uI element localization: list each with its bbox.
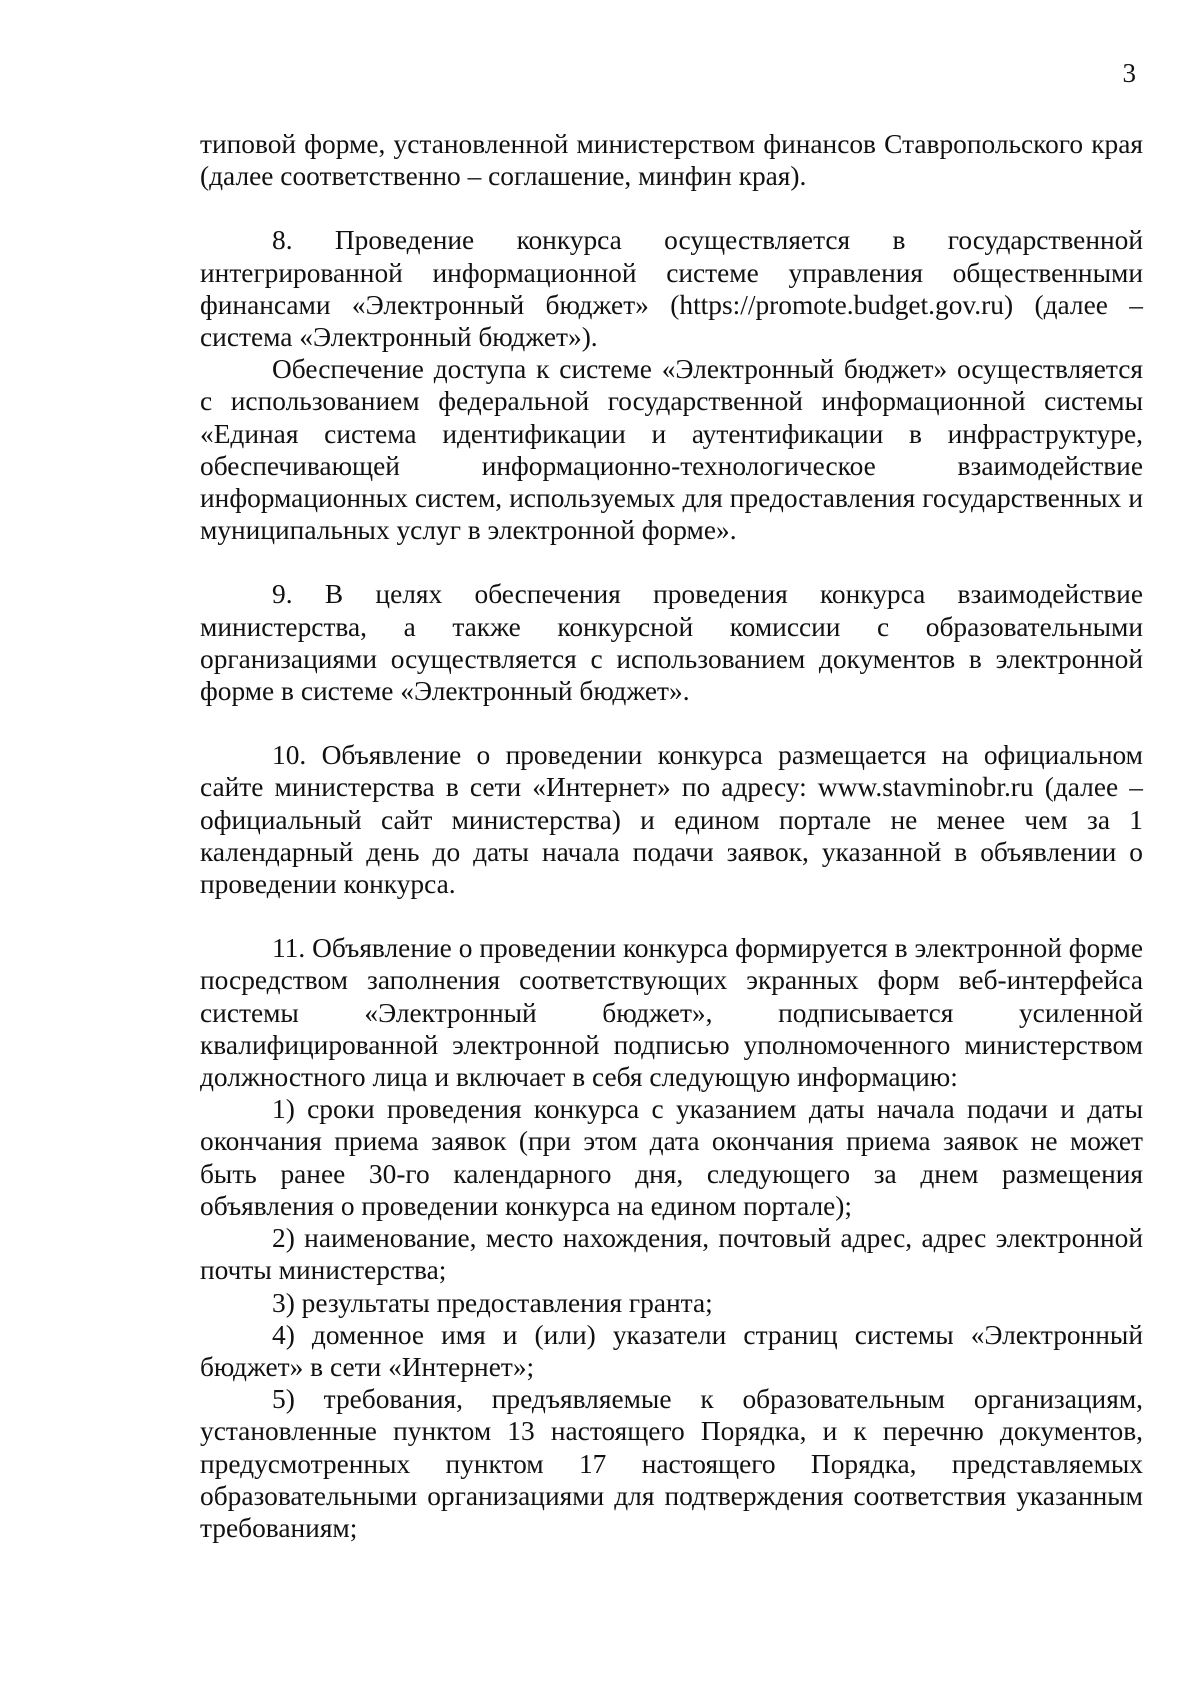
list-item-4: 4) доменное имя и (или) указатели страниц системы «Электронный бюджет» в сети «Интернет»; [200,1319,1143,1382]
paragraph-10: 10. Объявление о проведении конкурса размещается на официальном сайте министерства в сети «Интернет» по адресу: www.stavminobr.ru (далее – официальный сайт министерства) и едином портале не менее чем за 1 календарный день до даты начала подачи заявок, указанной в объявлении о проведении конкурса. [200,740,1143,900]
paragraph-9: 9. В целях обеспечения проведения конкурса взаимодействие министерства, а также конкурсной комиссии с образовательными организациями осуществляется с использованием документов в электронной форме в системе «Электронный бюджет». [200,579,1143,707]
page-number: 3 [1122,58,1136,88]
list-item-5: 5) требования, предъявляемые к образовательным организациям, установленные пунктом 13 настоящего Порядка, и к перечню документов, предусмотренных пунктом 17 настоящего Порядка, представляемых образовательными организациями для подтверждения соответствия указанным требованиям; [200,1384,1143,1543]
list-item-2: 2) наименование, место нахождения, почтовый адрес, адрес электронной почты министерства; [200,1223,1143,1286]
paragraph-continuation: типовой форме, установленной министерством финансов Ставропольского края (далее соответственно – соглашение, минфин края). [200,129,1143,192]
paragraph-8: 8. Проведение конкурса осуществляется в государственной интегрированной информационной системе управления общественными финансами «Электронный бюджет» (https://promote.budget.gov.ru) (далее – система «Электронный бюджет»). [200,225,1143,353]
list-item-1: 1) сроки проведения конкурса с указанием даты начала подачи и даты окончания приема заявок (при этом дата окончания приема заявок не может быть ранее 30-го календарного дня, следующего за днем размещения объявления о проведении конкурса на едином портале); [200,1094,1143,1221]
paragraph-8-access: Обеспечение доступа к системе «Электронный бюджет» осуществляется с использованием федеральной государственной информационной системы «Единая система идентификации и аутентификации в инфраструктуре, обеспечивающей информационно-технологическое взаимодействие информационных систем, используемых для предоставления государственных и муниципальных услуг в электронной форме». [200,354,1143,546]
paragraph-11: 11. Объявление о проведении конкурса формируется в электронной форме посредством заполнения соответствующих экранных форм веб-интерфейса системы «Электронный бюджет», подписывается усиленной квалифицированной электронной подписью уполномоченного министерством должностного лица и включает в себя следующую информацию: [200,933,1143,1093]
document-body [200,128,1143,1544]
list-item-3: 3) результаты предоставления гранта; [272,1287,713,1318]
